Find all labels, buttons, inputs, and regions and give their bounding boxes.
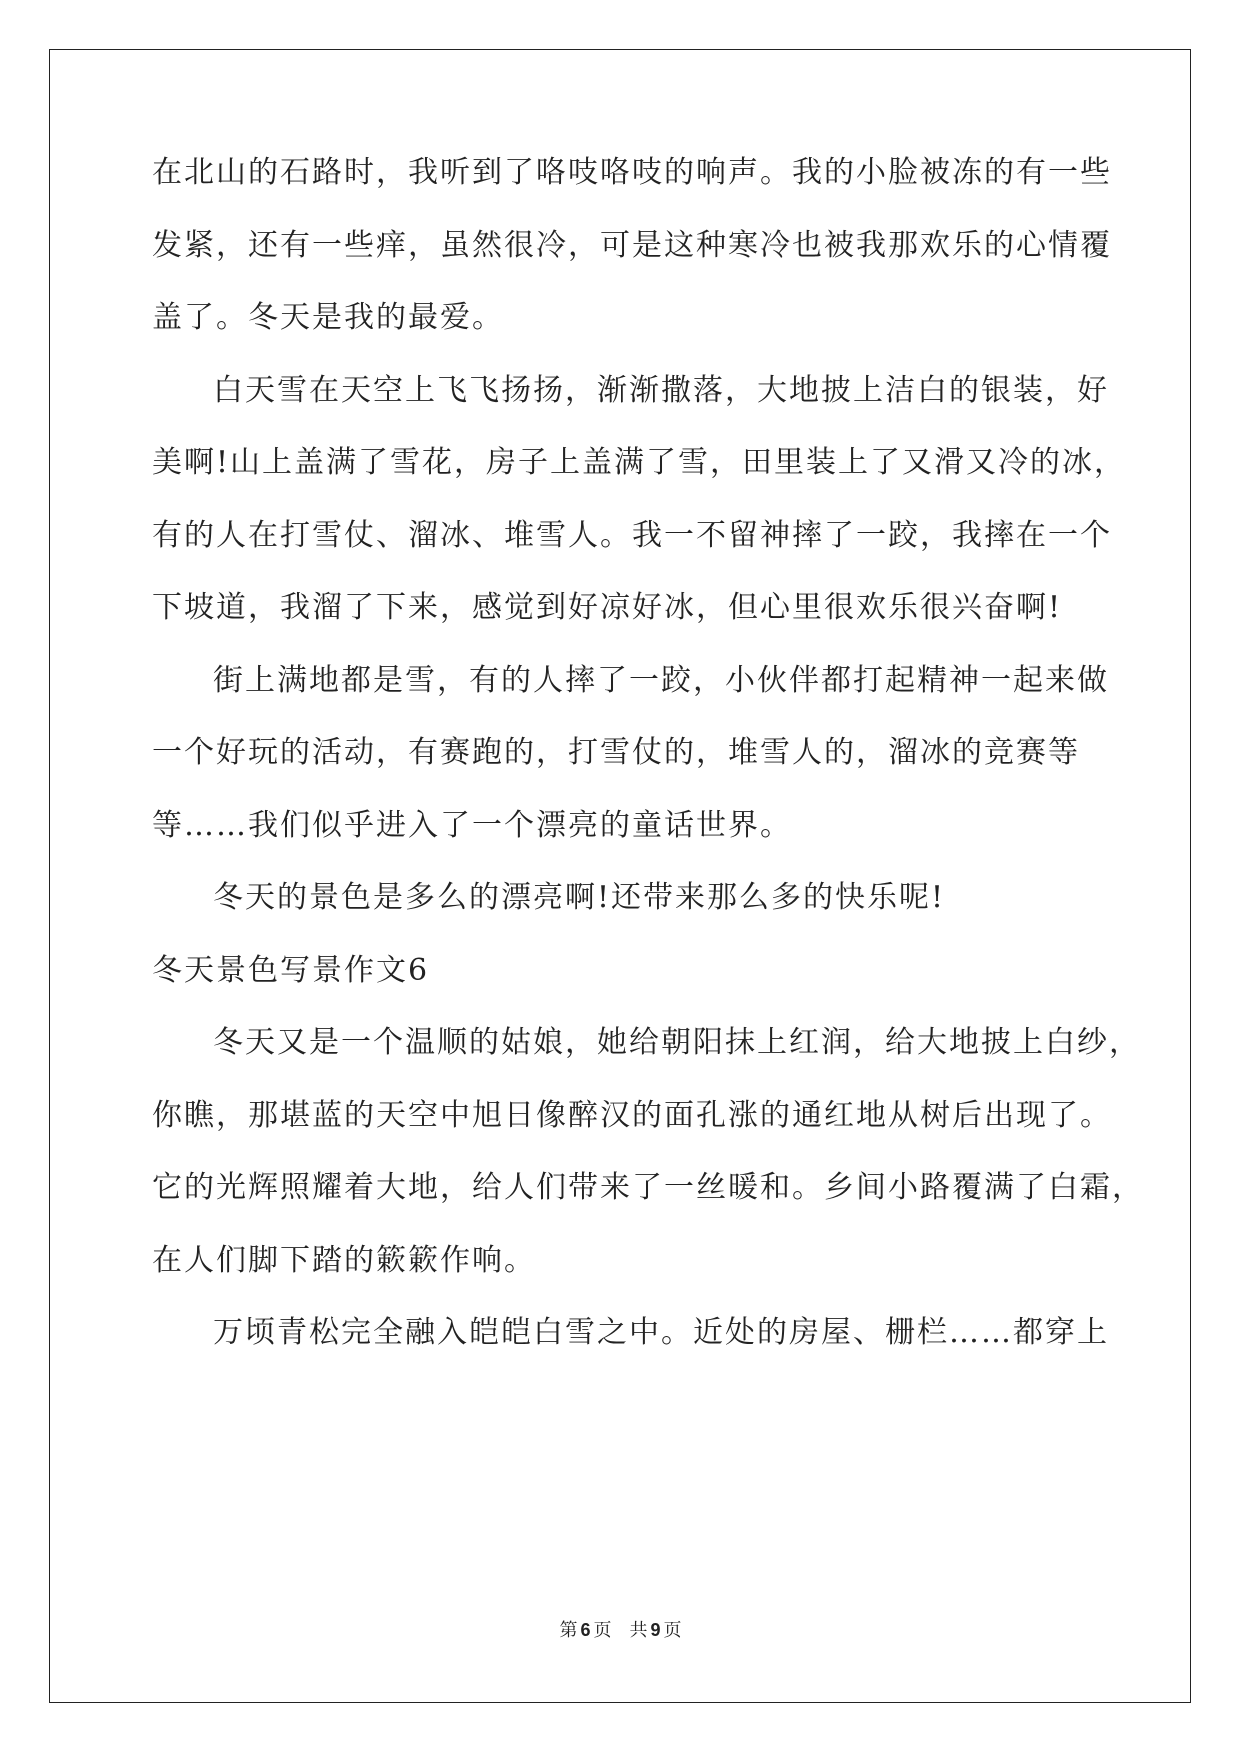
body-line: 在人们脚下踏的簌簌作响。 <box>152 1243 536 1278</box>
body-line: 等……我们似乎进入了一个漂亮的童话世界。 <box>152 808 792 843</box>
body-line: 美啊!山上盖满了雪花，房子上盖满了雪，田里装上了又滑又冷的冰， <box>152 445 1127 480</box>
body-line: 它的光辉照耀着大地，给人们带来了一丝暖和。乡间小路覆满了白霜， <box>152 1170 1144 1205</box>
page-current: 6 <box>580 1620 591 1640</box>
body-line: 下坡道，我溜了下来，感觉到好凉好冰，但心里很欢乐很兴奋啊! <box>152 590 1063 625</box>
paragraph-start: 冬天的景色是多么的漂亮啊!还带来那么多的快乐呢! <box>213 880 946 915</box>
body-line: 你瞧，那堪蓝的天空中旭日像醉汉的面孔涨的通红地从树后出现了。 <box>152 1098 1112 1133</box>
section-heading: 冬天景色写景作文6 <box>152 953 430 988</box>
body-line: 发紧，还有一些痒，虽然很冷，可是这种寒冷也被我那欢乐的心情覆 <box>152 228 1112 263</box>
body-line: 在北山的石路时，我听到了咯吱咯吱的响声。我的小脸被冻的有一些 <box>152 155 1112 190</box>
page-footer <box>0 1616 1241 1642</box>
paragraph-start: 万顷青松完全融入皑皑白雪之中。近处的房屋、栅栏……都穿上 <box>213 1315 1109 1350</box>
paragraph-start: 白天雪在天空上飞飞扬扬，渐渐撒落，大地披上洁白的银装，好 <box>213 373 1109 408</box>
page-total: 9 <box>650 1620 661 1640</box>
paragraph-start: 冬天又是一个温顺的姑娘，她给朝阳抹上红润，给大地披上白纱， <box>213 1025 1141 1060</box>
page-prefix: 第 <box>559 1620 578 1641</box>
body-line: 一个好玩的活动，有赛跑的，打雪仗的，堆雪人的，溜冰的竞赛等 <box>152 735 1080 770</box>
body-line: 有的人在打雪仗、溜冰、堆雪人。我一不留神摔了一跤，我摔在一个 <box>152 518 1112 553</box>
total-prefix: 共 <box>629 1620 648 1641</box>
body-line: 盖了。冬天是我的最爱。 <box>152 300 504 335</box>
page-unit: 页 <box>593 1620 612 1641</box>
total-unit: 页 <box>663 1620 682 1641</box>
paragraph-start: 街上满地都是雪，有的人摔了一跤，小伙伴都打起精神一起来做 <box>213 663 1109 698</box>
